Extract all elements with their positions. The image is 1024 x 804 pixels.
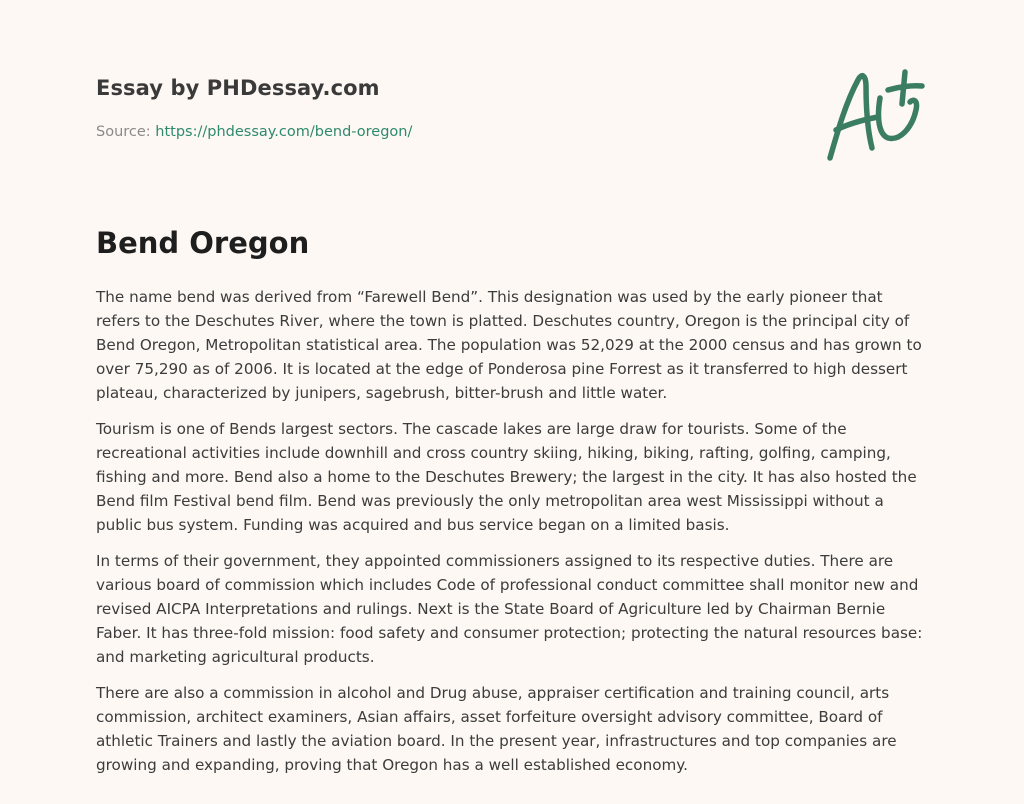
essay-paragraph: Tourism is one of Bends largest sectors. The cascade lakes are large draw for tourists. Some of the recreational activities include downhill and cross country skiing, hiking, biking, rafting, golfing, camping, fishing and more. Bend also a home to the Deschutes Brewery; the largest in the city. It has also hosted the Bend film Festival bend film. Bend was previously the only metropolitan area west Mississippi without a public bus system. Funding was acquired and bus service began on a limited basis. [96, 420, 917, 534]
essay-title: Bend Oregon [96, 226, 310, 260]
a-plus-grade-icon [822, 68, 928, 164]
essay-paragraph: In terms of their government, they appointed commissioners assigned to its respective duties. There are various board of commission which includes Code of professional conduct committee shall monitor new and revised AICPA Interpretations and rulings. Next is the State Board of Agriculture led by Chairman Bernie Faber. It has three-fold mission: food safety and consumer protection; protecting the natural resources base: and marketing agricultural products. [96, 552, 923, 666]
essay-paragraph: The name bend was derived from “Farewell Bend”. This designation was used by the early pioneer that refers to the Deschutes River, where the town is platted. Deschutes country, Oregon is the principal city of Bend Oregon, Metropolitan statistical area. The population was 52,029 at the 2000 census and has grown to over 75,290 as of 2006. It is located at the edge of Ponderosa pine Forrest as it transferred to high dessert plateau, characterized by junipers, sagebrush, bitter-brush and little water. [96, 288, 922, 402]
site-title: Essay by PHDessay.com [96, 76, 380, 100]
source-label: Source: [96, 124, 151, 140]
source-line [96, 124, 412, 140]
essay-body [96, 285, 930, 789]
essay-paragraph: There are also a commission in alcohol and Drug abuse, appraiser certification and training council, arts commission, architect examiners, Asian affairs, asset forfeiture oversight advisory committee, Board of athletic Trainers and lastly the aviation board. In the present year, infrastructures and top companies are growing and expanding, proving that Oregon has a well established economy. [96, 684, 897, 774]
source-link[interactable]: https://phdessay.com/bend-oregon/ [155, 124, 413, 140]
